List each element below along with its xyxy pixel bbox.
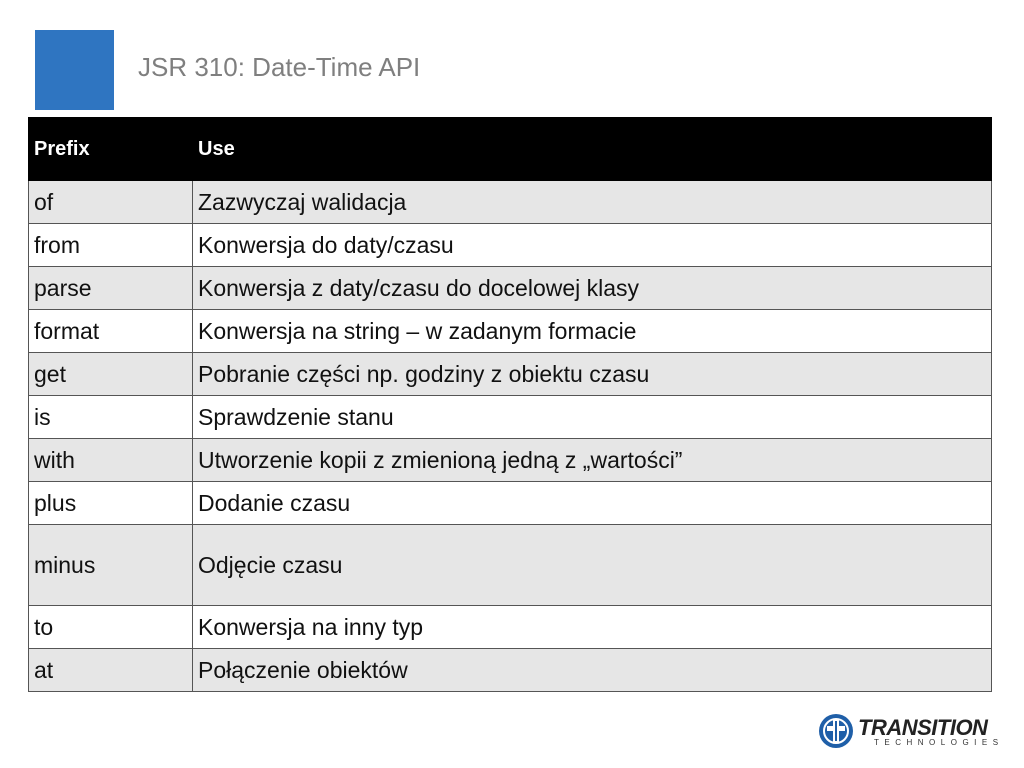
prefix-cell: minus bbox=[29, 525, 193, 606]
table-row bbox=[29, 396, 992, 439]
prefix-cell: to bbox=[29, 606, 193, 649]
use-cell: Pobranie części np. godziny z obiektu czasu bbox=[193, 353, 992, 396]
use-cell: Utworzenie kopii z zmienioną jedną z „wartości” bbox=[193, 439, 992, 482]
column-header-prefix: Prefix bbox=[29, 118, 193, 181]
slide-title: JSR 310: Date-Time API bbox=[138, 52, 421, 82]
prefix-cell: parse bbox=[29, 267, 193, 310]
table-header-row bbox=[29, 118, 992, 181]
table-row bbox=[29, 606, 992, 649]
use-cell: Sprawdzenie stanu bbox=[193, 396, 992, 439]
table-row bbox=[29, 310, 992, 353]
use-cell: Zazwyczaj walidacja bbox=[193, 181, 992, 224]
prefix-cell: of bbox=[29, 181, 193, 224]
table-row bbox=[29, 525, 992, 606]
use-cell: Konwersja na string – w zadanym formacie bbox=[193, 310, 992, 353]
prefix-cell: get bbox=[29, 353, 193, 396]
logo-wordmark: TRANSITION bbox=[858, 715, 988, 740]
table-row bbox=[29, 224, 992, 267]
table-row bbox=[29, 267, 992, 310]
use-cell: Odjęcie czasu bbox=[193, 525, 992, 606]
table-row bbox=[29, 649, 992, 692]
table-row bbox=[29, 482, 992, 525]
use-cell: Konwersja na inny typ bbox=[193, 606, 992, 649]
use-cell: Konwersja do daty/czasu bbox=[193, 224, 992, 267]
prefix-cell: format bbox=[29, 310, 193, 353]
prefix-cell: from bbox=[29, 224, 193, 267]
prefix-use-table bbox=[28, 117, 992, 692]
prefix-cell: with bbox=[29, 439, 193, 482]
table-row bbox=[29, 181, 992, 224]
company-logo bbox=[818, 713, 1004, 749]
prefix-cell: at bbox=[29, 649, 193, 692]
use-cell: Połączenie obiektów bbox=[193, 649, 992, 692]
table-row bbox=[29, 353, 992, 396]
prefix-cell: plus bbox=[29, 482, 193, 525]
use-cell: Dodanie czasu bbox=[193, 482, 992, 525]
table-row bbox=[29, 439, 992, 482]
column-header-use: Use bbox=[193, 118, 992, 181]
title-accent-square bbox=[35, 30, 114, 110]
transition-technologies-logo-icon bbox=[818, 713, 854, 749]
use-cell: Konwersja z daty/czasu do docelowej klasy bbox=[193, 267, 992, 310]
logo-subtitle: TECHNOLOGIES bbox=[874, 738, 1004, 747]
prefix-cell: is bbox=[29, 396, 193, 439]
